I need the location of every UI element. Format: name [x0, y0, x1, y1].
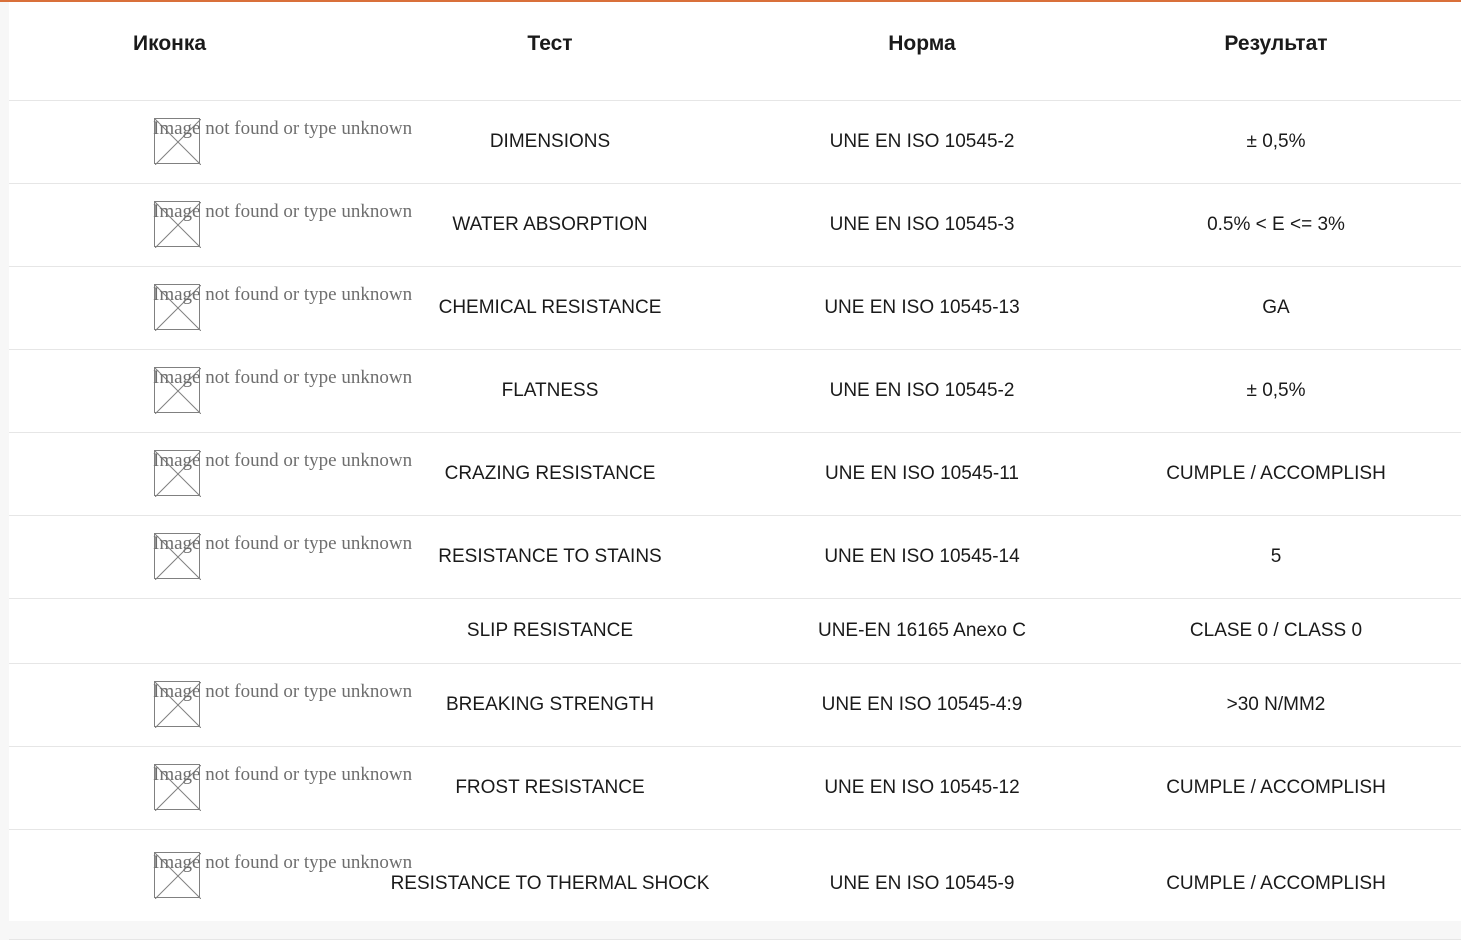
icon-cell	[9, 349, 413, 432]
icon-cell	[9, 515, 413, 598]
icon-cell	[9, 598, 347, 663]
norm-cell: UNE EN ISO 10545-14	[753, 515, 1091, 598]
norm-cell: UNE-EN 16165 Anexo C	[753, 598, 1091, 663]
header-test: Тест	[347, 2, 753, 100]
result-cell: CUMPLE / ACCOMPLISH	[1091, 432, 1461, 515]
broken-image-alt-text: Image not found or type unknown	[153, 680, 413, 702]
result-cell: 5	[1091, 515, 1461, 598]
norm-cell: UNE EN ISO 10545-2	[753, 349, 1091, 432]
table-row	[9, 349, 1461, 432]
icon-cell	[9, 183, 413, 266]
result-cell: CLASE 0 / CLASS 0	[1091, 598, 1461, 663]
broken-image-alt-text: Image not found or type unknown	[153, 366, 413, 388]
test-cell: FLATNESS	[347, 349, 753, 432]
broken-image-alt-text: Image not found or type unknown	[153, 763, 413, 785]
result-cell: CUMPLE / ACCOMPLISH	[1091, 746, 1461, 829]
broken-image-alt-text: Image not found or type unknown	[153, 532, 413, 554]
result-cell: GA	[1091, 266, 1461, 349]
table-body	[9, 100, 1461, 939]
icon-cell	[9, 100, 413, 183]
result-cell: 0.5% < E <= 3%	[1091, 183, 1461, 266]
table-header-row	[9, 2, 1461, 100]
result-cell: ± 0,5%	[1091, 349, 1461, 432]
broken-image-alt-text: Image not found or type unknown	[153, 200, 413, 222]
test-cell: WATER ABSORPTION	[347, 183, 753, 266]
broken-image-alt-text: Image not found or type unknown	[153, 851, 413, 873]
norm-cell: UNE EN ISO 10545-3	[753, 183, 1091, 266]
table-row	[9, 183, 1461, 266]
norm-cell: UNE EN ISO 10545-4:9	[753, 663, 1091, 746]
broken-image-alt-text: Image not found or type unknown	[153, 449, 413, 471]
result-cell: ± 0,5%	[1091, 100, 1461, 183]
test-cell: DIMENSIONS	[347, 100, 753, 183]
test-cell: BREAKING STRENGTH	[347, 663, 753, 746]
test-cell: RESISTANCE TO STAINS	[347, 515, 753, 598]
norm-cell: UNE EN ISO 10545-11	[753, 432, 1091, 515]
test-cell: CRAZING RESISTANCE	[347, 432, 753, 515]
broken-image-alt-text: Image not found or type unknown	[153, 117, 413, 139]
icon-cell	[9, 663, 413, 746]
header-norm: Норма	[753, 2, 1091, 100]
icon-cell	[9, 746, 413, 829]
table-row	[9, 663, 1461, 746]
norm-cell: UNE EN ISO 10545-2	[753, 100, 1091, 183]
test-cell: FROST RESISTANCE	[347, 746, 753, 829]
header-result: Результат	[1091, 2, 1461, 100]
table-row	[9, 829, 1461, 939]
test-cell: CHEMICAL RESISTANCE	[347, 266, 753, 349]
result-cell: >30 N/MM2	[1091, 663, 1461, 746]
icon-cell	[9, 829, 413, 939]
result-cell: CUMPLE / ACCOMPLISH	[1091, 829, 1461, 939]
table-row	[9, 100, 1461, 183]
table-row	[9, 432, 1461, 515]
icon-cell	[9, 266, 413, 349]
test-cell: RESISTANCE TO THERMAL SHOCK	[347, 829, 753, 939]
test-cell: SLIP RESISTANCE	[347, 598, 753, 663]
broken-image-alt-text: Image not found or type unknown	[153, 283, 413, 305]
specs-table-panel	[9, 2, 1461, 921]
table-row	[9, 515, 1461, 598]
icon-cell	[9, 432, 413, 515]
technical-specs-table	[9, 2, 1461, 940]
norm-cell: UNE EN ISO 10545-13	[753, 266, 1091, 349]
norm-cell: UNE EN ISO 10545-9	[753, 829, 1091, 939]
table-row	[9, 266, 1461, 349]
header-icon: Иконка	[9, 2, 347, 100]
norm-cell: UNE EN ISO 10545-12	[753, 746, 1091, 829]
table-row	[9, 746, 1461, 829]
table-row	[9, 598, 1461, 663]
